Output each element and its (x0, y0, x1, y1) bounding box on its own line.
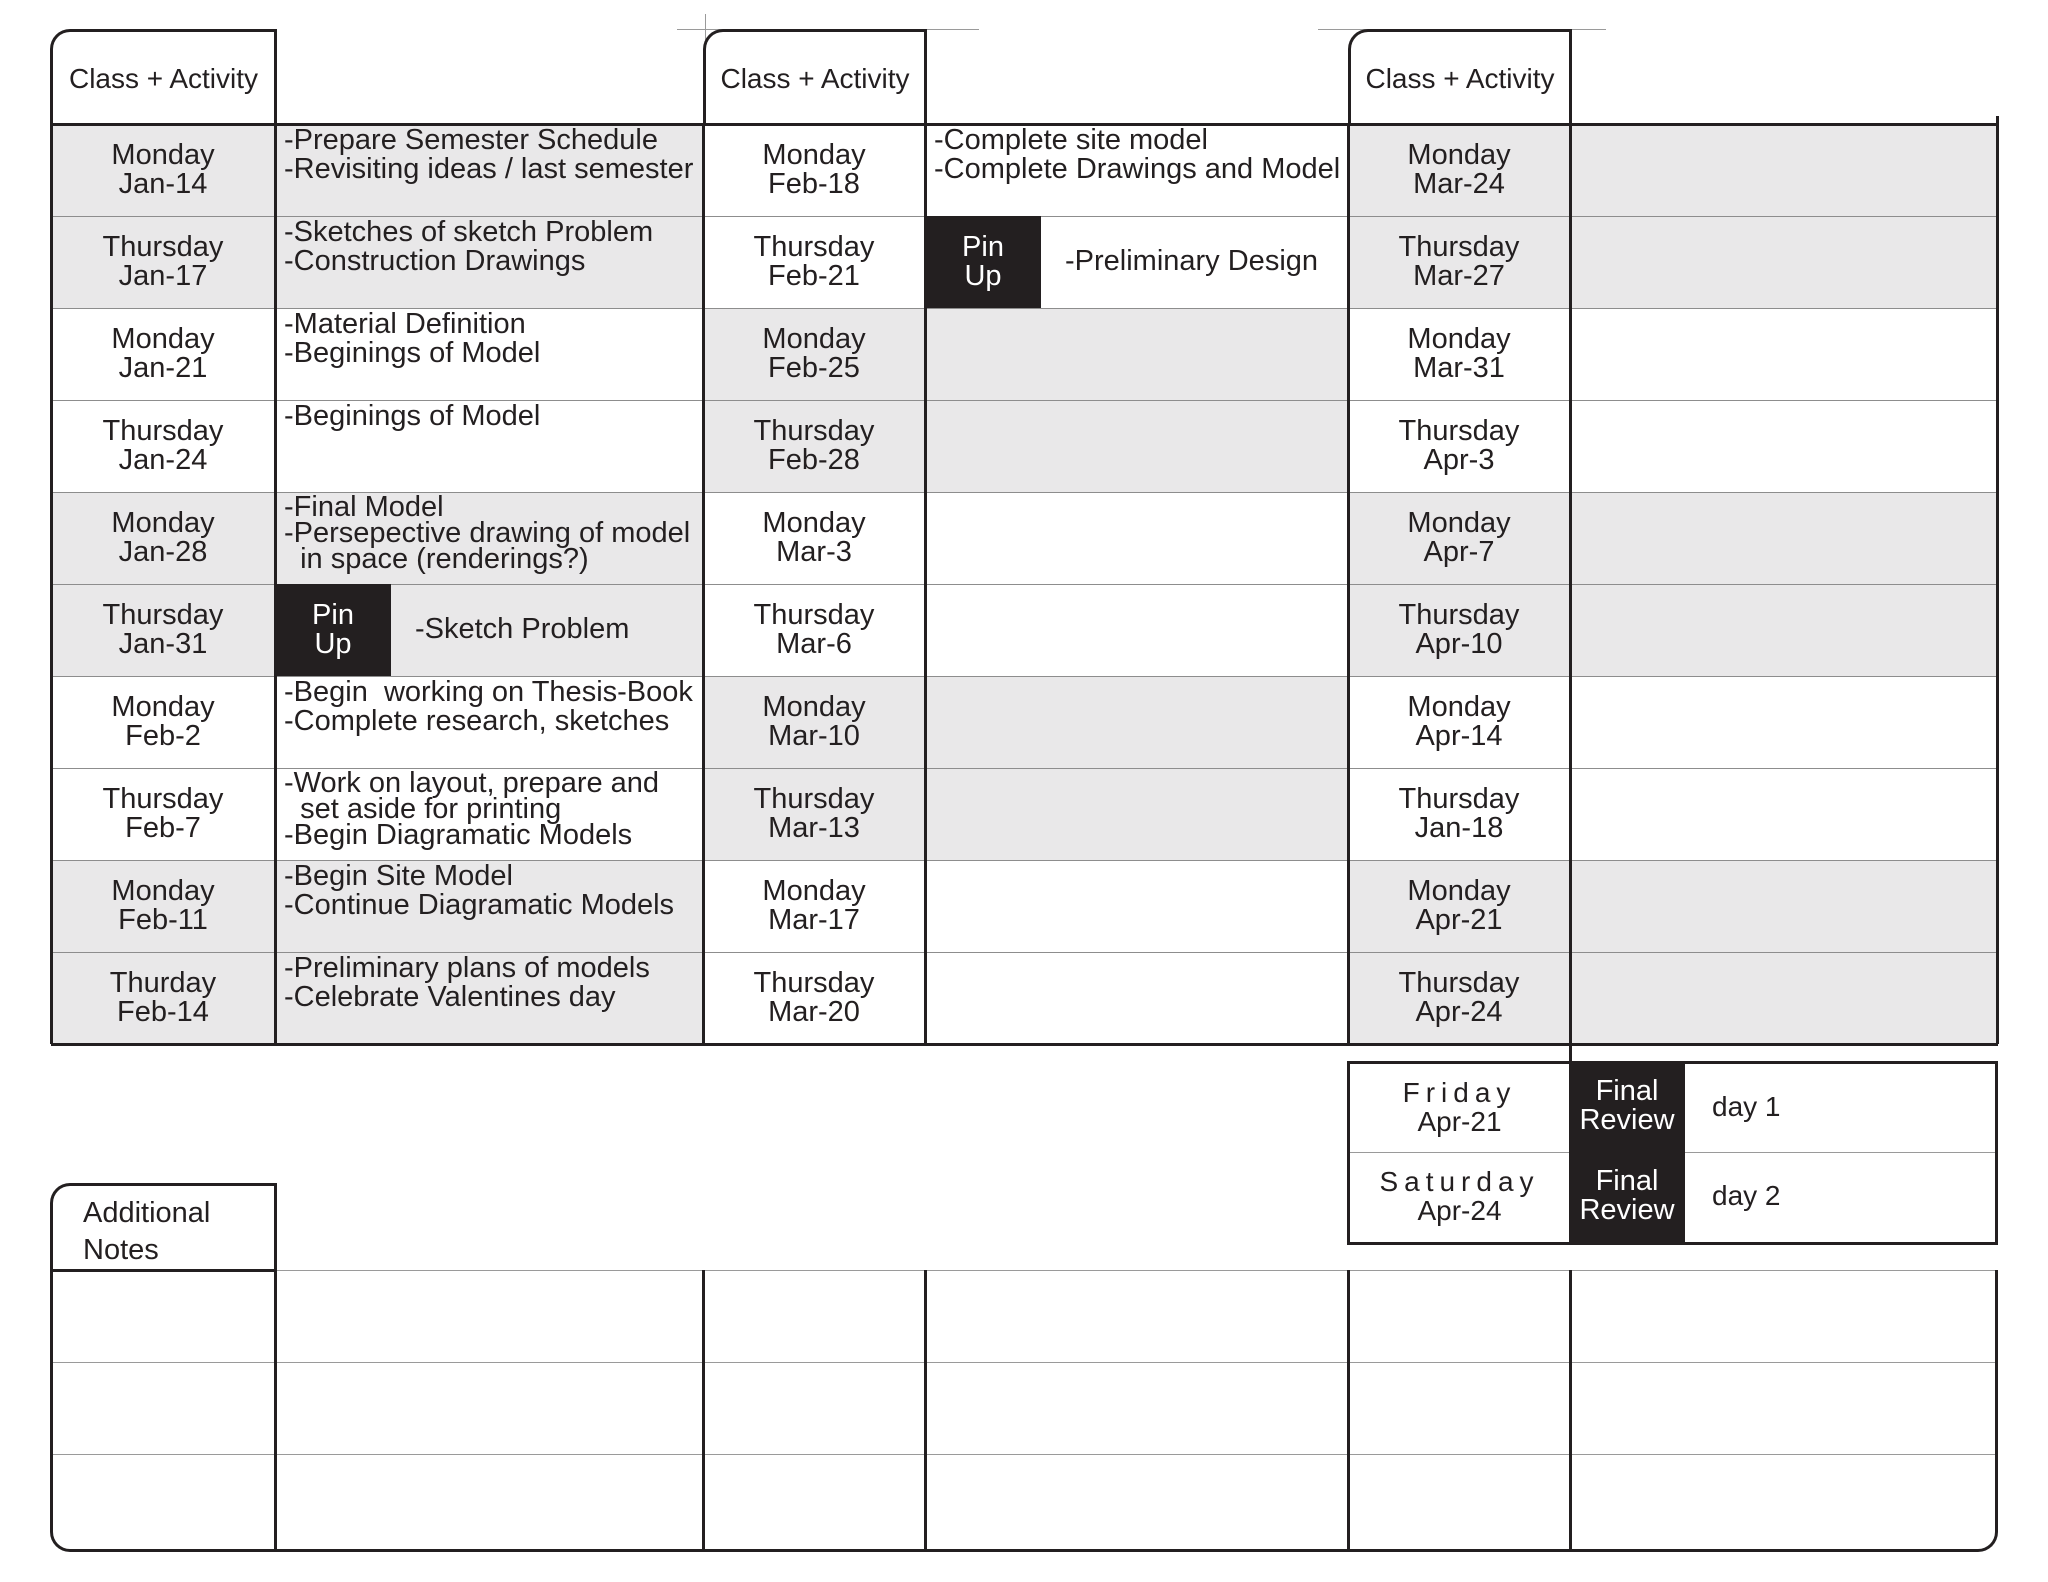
final-day-label: Saturday (1379, 1166, 1540, 1197)
date-cell (1348, 308, 1570, 400)
date-cell (51, 216, 275, 308)
day-label: Thursday (1398, 967, 1520, 999)
final-review-date (1350, 1064, 1569, 1150)
date-cell (703, 676, 925, 768)
day-label: Thursday (102, 783, 224, 815)
date-cell (51, 860, 275, 952)
date-label: Feb-2 (125, 720, 201, 752)
header-guide-line (705, 14, 706, 40)
date-cell (1348, 676, 1570, 768)
column-divider (702, 124, 705, 1044)
day-label: Thursday (102, 231, 224, 263)
day-label: Thursday (102, 599, 224, 631)
day-label: Monday (111, 691, 215, 723)
date-label: Jan-17 (118, 260, 208, 292)
notes-column-divider (1347, 1270, 1350, 1551)
notes-column-divider (702, 1270, 705, 1551)
column-divider (1569, 124, 1572, 1044)
date-cell (703, 584, 925, 676)
activity-text: -Work on layout, prepare and set aside for printing -Begin Diagramatic Models (284, 767, 660, 851)
date-cell (703, 768, 925, 860)
date-cell (51, 124, 275, 216)
activity-text: -Prepare Semester Schedule -Revisiting ideas / last semester (284, 124, 694, 185)
notes-header-rule (51, 1269, 277, 1272)
date-label: Apr-14 (1415, 720, 1503, 752)
badge-line: Up (964, 260, 1002, 292)
day-label: Thursday (753, 783, 875, 815)
notes-column-divider (274, 1270, 277, 1551)
day-label: Monday (762, 139, 866, 171)
activity-text: -Begin Site Model -Continue Diagramatic Models (284, 860, 675, 921)
date-label: Mar-24 (1413, 168, 1505, 200)
badge-line: Up (314, 628, 352, 660)
date-cell (1348, 860, 1570, 952)
column-header-2: Class + Activity (703, 29, 927, 125)
notes-title-line-2: Notes (83, 1234, 159, 1266)
pin-up-badge (275, 584, 391, 676)
activity-text: -Material Definition -Beginings of Model (284, 308, 541, 369)
activity-text: -Begin working on Thesis-Book -Complete research, sketches (284, 676, 693, 737)
date-cell (1348, 492, 1570, 584)
day-label: Monday (1407, 323, 1511, 355)
day-label: Thursday (1398, 783, 1520, 815)
date-label: Feb-7 (125, 812, 201, 844)
day-label: Monday (762, 507, 866, 539)
activity-text: -Preliminary Design (1065, 245, 1319, 277)
grid-top-line (51, 123, 1998, 126)
date-cell (1348, 768, 1570, 860)
day-label: Thursday (753, 415, 875, 447)
activity-text: -Beginings of Model (284, 400, 541, 432)
date-cell (1348, 124, 1570, 216)
day-label: Thursday (753, 967, 875, 999)
badge-line: Final (1595, 1165, 1659, 1197)
date-cell (51, 584, 275, 676)
badge-line: Final (1595, 1074, 1659, 1107)
date-label: Mar-20 (768, 996, 860, 1028)
date-label: Mar-17 (768, 904, 860, 936)
date-cell (703, 860, 925, 952)
pin-up-badge (925, 216, 1041, 308)
date-cell (51, 676, 275, 768)
day-label: Thurday (109, 967, 217, 999)
day-label: Thursday (1398, 599, 1520, 631)
date-cell (1348, 952, 1570, 1044)
date-label: Jan-14 (118, 168, 208, 200)
notes-title-line-1: Additional (83, 1197, 211, 1229)
date-label: Mar-10 (768, 720, 860, 752)
day-label: Monday (762, 875, 866, 907)
day-label: Monday (1407, 507, 1511, 539)
final-date-label: Apr-21 (1417, 1106, 1502, 1137)
column-divider (1347, 124, 1350, 1044)
activity-text: -Final Model -Persepective drawing of model in space (renderings?) (284, 491, 691, 575)
date-cell (703, 952, 925, 1044)
final-date-label: Apr-24 (1417, 1195, 1502, 1226)
date-label: Mar-27 (1413, 260, 1505, 292)
date-label: Apr-21 (1415, 904, 1503, 936)
date-cell (703, 400, 925, 492)
activity-text: -Complete site model -Complete Drawings and Model (934, 124, 1341, 185)
badge-line: Pin (962, 231, 1004, 263)
date-label: Feb-21 (768, 260, 860, 292)
notes-header (50, 1183, 277, 1271)
day-label: Monday (1407, 875, 1511, 907)
date-label: Feb-11 (118, 904, 208, 936)
final-review-date (1350, 1153, 1569, 1239)
date-cell (51, 768, 275, 860)
badge-line: Pin (312, 599, 354, 631)
day-label: Thursday (102, 415, 224, 447)
notes-frame (50, 1270, 1998, 1552)
date-label: Jan-31 (118, 628, 208, 660)
day-label: Monday (762, 691, 866, 723)
activity-text: -Sketches of sketch Problem -Construction Drawings (284, 216, 654, 277)
activity-text: -Preliminary plans of models -Celebrate Valentines day (284, 952, 650, 1013)
column-divider (50, 124, 53, 1044)
date-label: Apr-7 (1423, 536, 1495, 568)
notes-column-divider (1569, 1270, 1572, 1551)
final-review-badge (1569, 1061, 1685, 1150)
date-label: Apr-10 (1415, 628, 1503, 660)
day-label: Monday (1407, 691, 1511, 723)
column-header-1: Class + Activity (50, 29, 277, 125)
date-label: Jan-24 (118, 444, 208, 476)
date-cell (51, 400, 275, 492)
day-label: Monday (111, 139, 215, 171)
date-cell (1348, 400, 1570, 492)
grid-bottom-line (51, 1043, 1998, 1046)
date-label: Mar-31 (1413, 352, 1505, 384)
day-label: Monday (111, 323, 215, 355)
date-label: Feb-28 (768, 444, 860, 476)
date-label: Apr-3 (1423, 444, 1495, 476)
day-label: Thursday (753, 599, 875, 631)
column-divider (1996, 124, 1999, 1044)
final-day-label: Friday (1402, 1077, 1517, 1108)
column-header-3: Class + Activity (1348, 29, 1572, 125)
date-label: Feb-25 (768, 352, 860, 384)
date-cell (703, 216, 925, 308)
date-label: Jan-18 (1414, 812, 1504, 844)
badge-line: Review (1579, 1103, 1675, 1136)
day-label: Thursday (1398, 415, 1520, 447)
final-review-note: day 2 (1712, 1180, 1781, 1211)
day-label: Monday (111, 875, 215, 907)
date-cell (1348, 216, 1570, 308)
date-cell (703, 124, 925, 216)
day-label: Thursday (1398, 231, 1520, 263)
date-cell (703, 492, 925, 584)
date-label: Mar-6 (776, 628, 852, 660)
day-label: Thursday (753, 231, 875, 263)
right-edge-tick (1996, 116, 1999, 126)
day-label: Monday (111, 507, 215, 539)
activity-text: -Sketch Problem (415, 613, 630, 645)
date-label: Mar-13 (768, 812, 860, 844)
date-label: Jan-21 (118, 352, 208, 384)
date-label: Feb-18 (768, 168, 860, 200)
date-label: Feb-14 (117, 996, 209, 1028)
date-cell (703, 308, 925, 400)
date-label: Apr-24 (1415, 996, 1503, 1028)
date-cell (51, 952, 275, 1044)
day-label: Monday (762, 323, 866, 355)
date-cell (51, 492, 275, 584)
final-review-note: day 1 (1712, 1091, 1781, 1122)
day-label: Monday (1407, 139, 1511, 171)
badge-line: Review (1579, 1194, 1675, 1226)
final-review-badge (1569, 1150, 1685, 1242)
date-label: Mar-3 (776, 536, 852, 568)
notes-column-divider (924, 1270, 927, 1551)
date-cell (51, 308, 275, 400)
date-cell (1348, 584, 1570, 676)
date-label: Jan-28 (118, 536, 208, 568)
